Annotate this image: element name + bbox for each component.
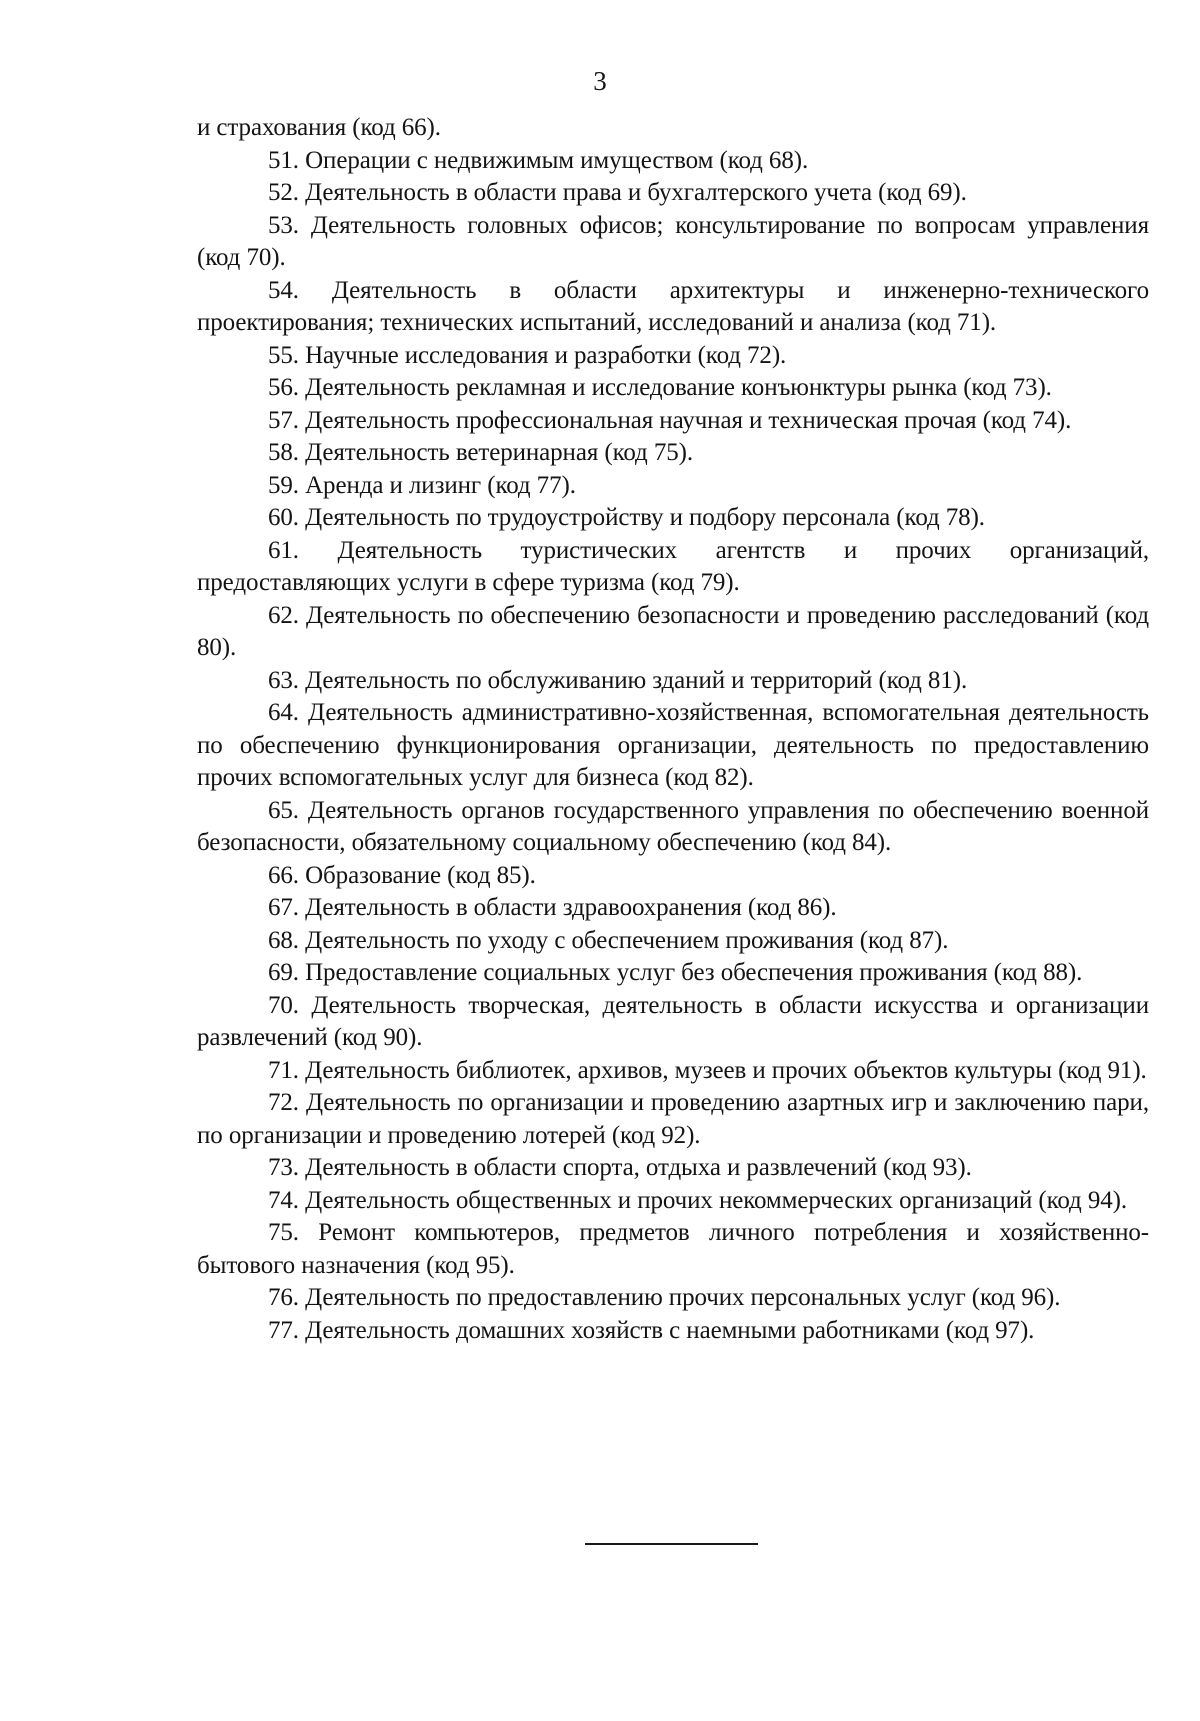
- list-item-73: 73. Деятельность в области спорта, отдыха и развлечений (код 93).: [268, 1154, 972, 1181]
- list-item-67: 67. Деятельность в области здравоохранения (код 86).: [268, 894, 837, 921]
- list-item-75: 75. Ремонт компьютеров, предметов личного потребления и хозяйственно-бытового назначения (код 95).: [197, 1219, 1149, 1279]
- list-item-64: 64. Деятельность административно-хозяйственная, вспомогательная деятельность по обеспечению функционирования организации, деятельность по предоставлению прочих вспомогательных услуг для бизнеса (код 82).: [197, 699, 1149, 791]
- list-item-63: 63. Деятельность по обслуживанию зданий и территорий (код 81).: [268, 666, 968, 694]
- end-divider-line: [585, 1543, 758, 1545]
- list-item-69: 69. Предоставление социальных услуг без обеспечения проживания (код 88).: [268, 959, 1083, 986]
- page-number: 3: [593, 66, 607, 96]
- list-item-60: 60. Деятельность по трудоустройству и подбору персонала (код 78).: [268, 504, 985, 531]
- list-item-51: 51. Операции с недвижимым имуществом (код 68).: [268, 146, 809, 174]
- list-item-53: 53. Деятельность головных офисов; консультирование по вопросам управления (код 70).: [197, 211, 1149, 271]
- list-item-56: 56. Деятельность рекламная и исследование конъюнктуры рынка (код 73).: [268, 374, 1052, 401]
- list-item-61: 61. Деятельность туристических агентств и прочих организаций, предоставляющих услуги в сфере туризма (код 79).: [197, 536, 1149, 596]
- paragraph-continuation: и страхования (код 66).: [197, 114, 441, 141]
- list-item-57: 57. Деятельность профессиональная научная и техническая прочая (код 74).: [268, 406, 1072, 434]
- list-item-62: 62. Деятельность по обеспечению безопасности и проведению расследований (код 80).: [197, 601, 1149, 661]
- list-item-71: 71. Деятельность библиотек, архивов, музеев и прочих объектов культуры (код 91).: [268, 1056, 1147, 1084]
- list-item-68: 68. Деятельность по уходу с обеспечением проживания (код 87).: [268, 926, 949, 954]
- list-item-52: 52. Деятельность в области права и бухгалтерского учета (код 69).: [268, 179, 967, 206]
- list-item-65: 65. Деятельность органов государственного управления по обеспечению военной безопасности, обязательному социальному обеспечению (код 84).: [197, 796, 1149, 856]
- list-item-54: 54. Деятельность в области архитектуры и инженерно-технического проектирования; технических испытаний, исследований и анализа (код 71).: [197, 276, 1149, 336]
- list-item-59: 59. Аренда и лизинг (код 77).: [268, 471, 576, 499]
- document-body: [197, 112, 1149, 1347]
- list-item-72: 72. Деятельность по организации и проведению азартных игр и заключению пари, по организации и проведению лотерей (код 92).: [197, 1089, 1149, 1149]
- list-item-74: 74. Деятельность общественных и прочих некоммерческих организаций (код 94).: [268, 1186, 1128, 1214]
- list-item-58: 58. Деятельность ветеринарная (код 75).: [268, 439, 694, 466]
- list-item-77: 77. Деятельность домашних хозяйств с наемными работниками (код 97).: [268, 1316, 1035, 1344]
- list-item-55: 55. Научные исследования и разработки (код 72).: [268, 341, 787, 369]
- list-item-76: 76. Деятельность по предоставлению прочих персональных услуг (код 96).: [268, 1284, 1061, 1311]
- list-item-70: 70. Деятельность творческая, деятельность в области искусства и организации развлечений (код 90).: [197, 991, 1149, 1051]
- list-item-66: 66. Образование (код 85).: [268, 861, 536, 889]
